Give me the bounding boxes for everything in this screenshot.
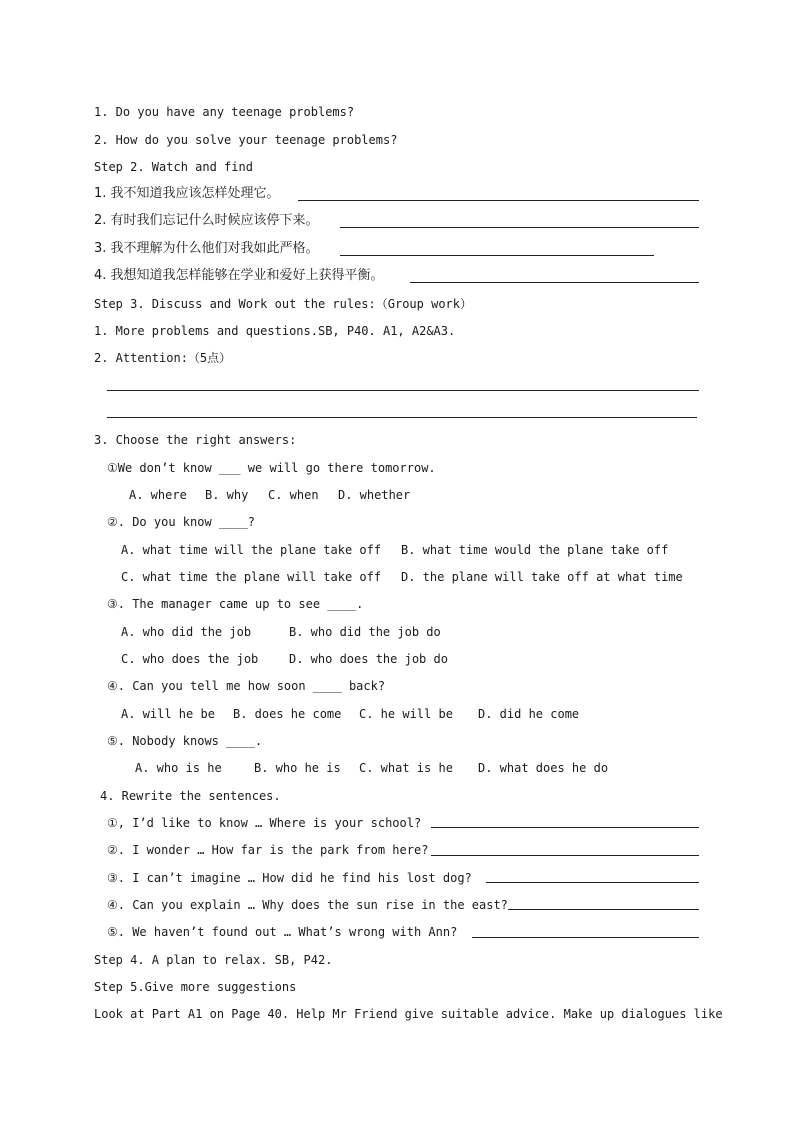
rewrite-5: ⑤. We haven’t found out … What’s wrong with Ann? [107, 925, 458, 939]
option-b[interactable]: B. who he is [254, 761, 341, 775]
option-d[interactable]: D. who does the job do [289, 652, 448, 666]
step3-item-2: 2. Attention:（5点） [94, 351, 232, 365]
option-c[interactable]: C. who does the job [121, 652, 259, 666]
rewrite-2: ②. I wonder … How far is the park from here? [107, 843, 429, 857]
option-a[interactable]: A. who is he [135, 761, 222, 775]
translate-text: 2. 有时我们忘记什么时候应该停下来。 [94, 213, 319, 228]
step2-title: Step 2. Watch and find [94, 160, 253, 174]
option-d[interactable]: D. did he come [478, 707, 580, 721]
answer-blank[interactable] [298, 200, 699, 201]
step3-item-3: 3. Choose the right answers: [94, 433, 297, 447]
choice-question-4: ④. Can you tell me how soon ____ back? [107, 679, 386, 693]
attention-line-2[interactable] [107, 417, 697, 418]
answer-blank[interactable] [340, 227, 699, 228]
option-c[interactable]: C. when [268, 488, 319, 502]
step3-title: Step 3. Discuss and Work out the rules:（Group work） [94, 297, 473, 311]
option-a[interactable]: A. who did the job [121, 625, 252, 639]
translate-item-3 [94, 240, 319, 257]
step5-title: Step 5.Give more suggestions [94, 980, 297, 994]
answer-blank[interactable] [431, 827, 699, 828]
answer-blank[interactable] [431, 855, 699, 856]
step4-title: Step 4. A plan to relax. SB, P42. [94, 953, 333, 967]
translate-text: 4. 我想知道我怎样能够在学业和爱好上获得平衡。 [94, 268, 384, 283]
option-d[interactable]: D. the plane will take off at what time [401, 570, 683, 584]
option-c[interactable]: C. he will be [359, 707, 453, 721]
translate-item-2 [94, 212, 319, 229]
rewrite-1: ①, I’d like to know … Where is your school? [107, 816, 422, 830]
choice-question-3: ③. The manager came up to see ____. [107, 597, 364, 611]
rewrite-3: ③. I can’t imagine … How did he find his lost dog? [107, 871, 472, 885]
choice-question-5: ⑤. Nobody knows ____. [107, 734, 263, 748]
option-a[interactable]: A. what time will the plane take off [121, 543, 382, 557]
answer-blank[interactable] [472, 937, 699, 938]
question-1: 1. Do you have any teenage problems? [94, 105, 355, 119]
choice-question-2: ②. Do you know ____? [107, 515, 256, 529]
translate-text: 3. 我不理解为什么他们对我如此严格。 [94, 241, 319, 256]
option-b[interactable]: B. what time would the plane take off [401, 543, 669, 557]
choice-question-1: ①We don’t know ___ we will go there tomorrow. [107, 461, 436, 475]
option-d[interactable]: D. whether [338, 488, 411, 502]
option-d[interactable]: D. what does he do [478, 761, 609, 775]
option-c[interactable]: C. what is he [359, 761, 453, 775]
option-b[interactable]: B. does he come [233, 707, 342, 721]
translate-item-1 [94, 185, 280, 202]
step3-item-4: 4. Rewrite the sentences. [100, 789, 281, 803]
answer-blank[interactable] [410, 282, 699, 283]
attention-line-1[interactable] [107, 390, 699, 391]
answer-blank[interactable] [486, 882, 699, 883]
option-a[interactable]: A. will he be [121, 707, 215, 721]
option-b[interactable]: B. why [205, 488, 249, 502]
step3-item-1: 1. More problems and questions.SB, P40. A1, A2&A3. [94, 324, 456, 338]
step5-text: Look at Part A1 on Page 40. Help Mr Friend give suitable advice. Make up dialogues like [94, 1007, 723, 1021]
question-2: 2. How do you solve your teenage problems? [94, 133, 398, 147]
option-b[interactable]: B. who did the job do [289, 625, 441, 639]
option-c[interactable]: C. what time the plane will take off [121, 570, 382, 584]
option-a[interactable]: A. where [129, 488, 187, 502]
translate-item-4 [94, 267, 384, 284]
translate-text: 1. 我不知道我应该怎样处理它。 [94, 186, 280, 201]
rewrite-4: ④. Can you explain … Why does the sun rise in the east? [107, 898, 508, 912]
answer-blank[interactable] [508, 909, 699, 910]
answer-blank[interactable] [340, 255, 654, 256]
